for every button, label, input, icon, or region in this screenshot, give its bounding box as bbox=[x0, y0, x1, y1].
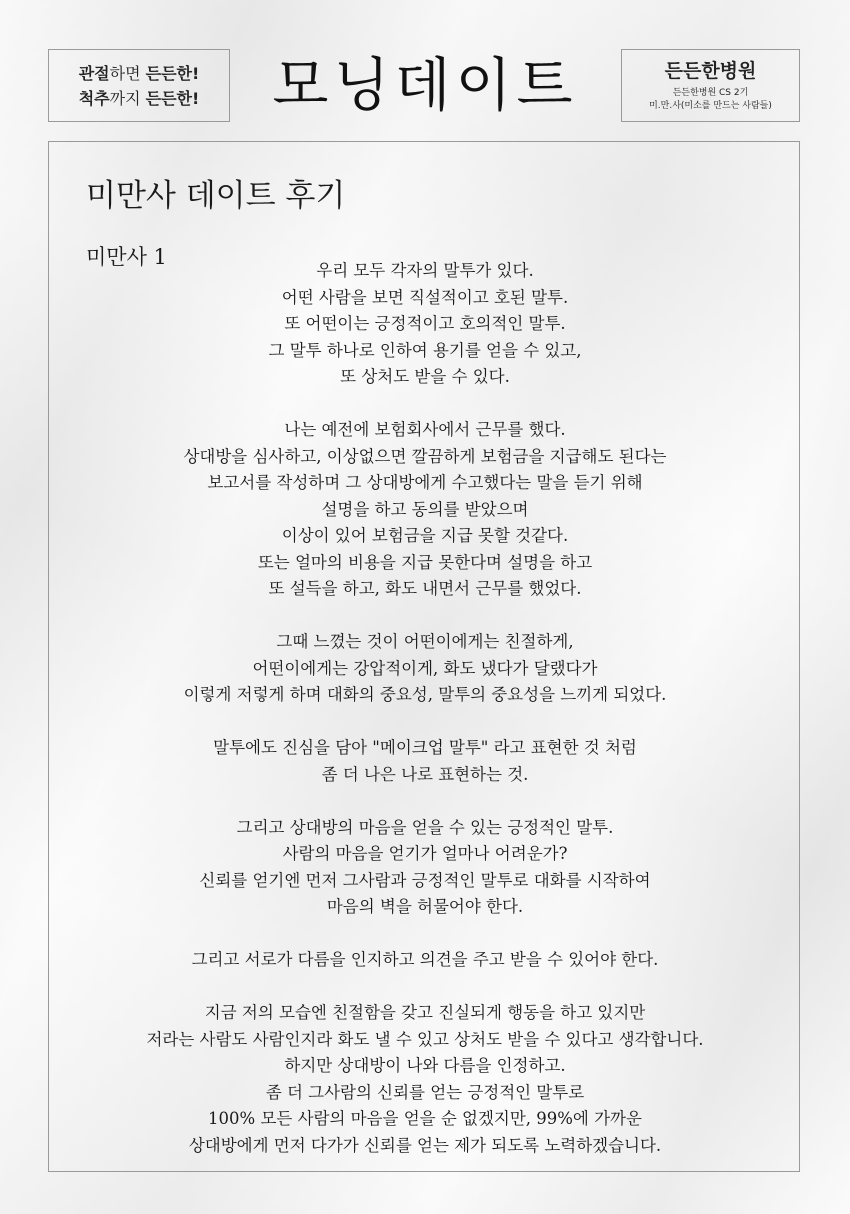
article-line: 그리고 상대방의 마음을 얻을 수 있는 긍정적인 말투. bbox=[236, 817, 614, 837]
brand-sub-line: 든든한병원 CS 2기 bbox=[672, 87, 749, 98]
article-line: 보고서를 작성하며 그 상대방에게 수고했다는 말을 듣기 위해 bbox=[207, 473, 643, 492]
article-line: 또 상처도 받을 수 있다. bbox=[340, 367, 510, 386]
slogan-box bbox=[48, 49, 230, 122]
article-line: 어떤이에게는 강압적이게, 화도 냈다가 달랬다가 bbox=[252, 658, 598, 678]
article-body bbox=[60, 258, 790, 1159]
article-line: 또 설득을 하고, 화도 내면서 근무를 했었다. bbox=[268, 579, 582, 598]
article-line: 어떤 사람을 보면 직설적이고 호된 말투. bbox=[281, 287, 569, 307]
article-paragraph bbox=[60, 629, 790, 709]
brand-sub-line: 미.만.사(미소를 만드는 사람들) bbox=[649, 100, 772, 111]
article-line: 그 말투 하나로 인하여 용기를 얻을 수 있고, bbox=[268, 340, 582, 360]
article-line: 또 어떤이는 긍정적이고 호의적인 말투. bbox=[284, 314, 566, 333]
slogan-keyword: 척추 bbox=[78, 88, 110, 108]
article-line: 이상이 있어 보험금을 지급 못할 것같다. bbox=[281, 526, 569, 545]
article-line: 저라는 사람도 사람인지라 화도 낼 수 있고 상처도 받을 수 있다고 생각합니다. bbox=[146, 1029, 704, 1049]
article-line: 말투에도 진심을 담아 "메이크업 말투" 라고 표현한 것 처럼 bbox=[213, 738, 637, 757]
article-line: 좀 더 그사람의 신뢰를 얻는 긍정적인 말투로 bbox=[265, 1082, 585, 1102]
article-line: 그때 느꼈는 것이 어떤이에게는 친절하게, bbox=[276, 632, 574, 651]
slogan-keyword: 관절 bbox=[78, 63, 110, 83]
slogan-connector: 까지 bbox=[109, 88, 146, 108]
slogan-line-1 bbox=[79, 61, 200, 86]
article-line: 좀 더 나은 나로 표현하는 것. bbox=[321, 764, 529, 784]
section-title: 미만사 1 bbox=[86, 245, 167, 269]
article-paragraph bbox=[60, 735, 790, 788]
article-paragraph bbox=[60, 947, 790, 974]
article-line: 상대방을 심사하고, 이상없으면 깔끔하게 보험금을 지급해도 된다는 bbox=[183, 446, 667, 466]
article-line: 신뢰를 얻기엔 먼저 그사람과 긍정적인 말투로 대화를 시작하여 bbox=[199, 870, 651, 890]
brand-name: 든든한병원 bbox=[664, 59, 757, 82]
article-line: 설명을 하고 동의를 받았으며 bbox=[321, 499, 529, 519]
article-line: 지금 저의 모습엔 친절함을 갖고 진실되게 행동을 하고 있지만 bbox=[204, 1003, 646, 1022]
article-line: 또는 얼마의 비용을 지급 못한다며 설명을 하고 bbox=[257, 552, 593, 572]
slogan-emphasis: 든든한! bbox=[145, 88, 200, 108]
article-line: 상대방에게 먼저 다가가 신뢰를 얻는 제가 되도록 노력하겠습니다. bbox=[188, 1135, 662, 1155]
article-paragraph bbox=[60, 815, 790, 921]
slogan-line-2 bbox=[79, 86, 200, 111]
masthead-title: 모닝데이트 bbox=[272, 51, 578, 119]
brand-box bbox=[621, 49, 800, 122]
article-line: 마음의 벽을 허물어야 한다. bbox=[326, 897, 524, 916]
slogan-emphasis: 든든한! bbox=[145, 63, 200, 83]
article-line: 100% 모든 사람의 마음을 얻을 순 없겠지만, 99%에 가까운 bbox=[208, 1109, 642, 1128]
slogan-connector: 하면 bbox=[109, 63, 146, 83]
article-paragraph bbox=[60, 417, 790, 603]
article-paragraph bbox=[60, 258, 790, 391]
article-title: 미만사 데이트 후기 bbox=[86, 178, 346, 214]
article-line: 사람의 마음을 얻기가 얼마나 어려운가? bbox=[282, 844, 568, 863]
article-paragraph bbox=[60, 1000, 790, 1159]
article-line: 하지만 상대방이 나와 다름을 인정하고. bbox=[284, 1056, 566, 1075]
article-line: 그리고 서로가 다름을 인지하고 의견을 주고 받을 수 있어야 한다. bbox=[191, 950, 659, 969]
article-line: 나는 예전에 보험회사에서 근무를 했다. bbox=[284, 420, 566, 439]
article-line: 이렇게 저렇게 하며 대화의 중요성, 말투의 중요성을 느끼게 되었다. bbox=[183, 685, 667, 704]
article-line: 우리 모두 각자의 말투가 있다. bbox=[316, 261, 534, 280]
